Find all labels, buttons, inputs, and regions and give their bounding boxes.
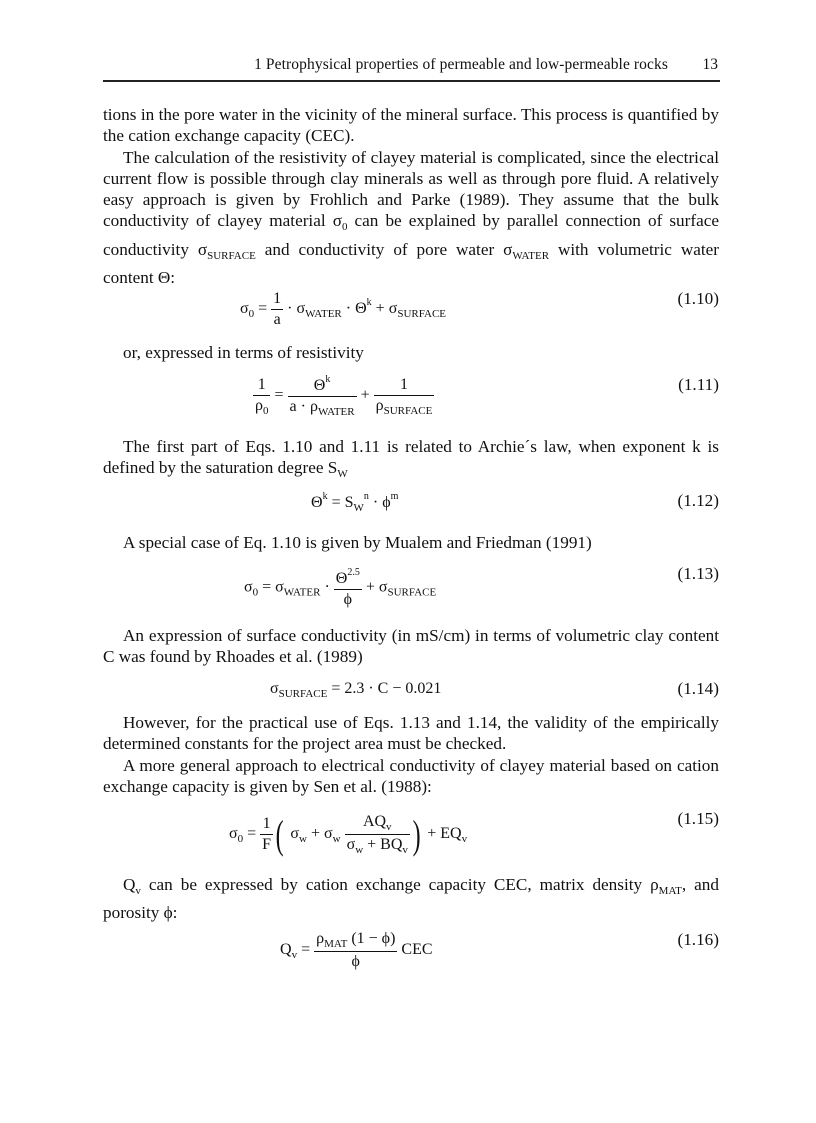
equation-number-1-15: (1.15) [677, 809, 719, 828]
paragraph-block-1 [103, 104, 719, 288]
paragraph-clayey-resistivity: The calculation of the resistivity of clayey material is complicated, since the electrical current flow is possible through clay minerals as well as through pore fluid. A relatively easy approach is given by Frohlich and Parke (1989). They assume that the bulk conductivity of clayey material $\sigma_0$ can be explained by parallel connection of surface conductivity $\sigma_{SURFACE}$ and conductivity of pore water $\sigma_{WATER}$ with volumetric water content Θ: [103, 147, 719, 288]
paragraph-rhoades: An expression of surface conductivity (in mS/cm) in terms of volumetric clay content C was found by Rhoades et al. (1989) [103, 626, 719, 667]
equation-1-14: $\sigma_{SURFACE} = 2.3 \cdot C - 0.021$ [270, 680, 442, 700]
paragraph-block-practical [103, 712, 719, 797]
equation-1-13: $\sigma_0 = \sigma_{WATER}$ · $\frac{\Theta^{2.5}}{\phi}$ + $\sigma_{SURFACE}$ [244, 567, 437, 608]
equation-1-16: $Q_v$ = $\frac{\rho_{MAT} (1 - \phi)}{\phi}$ CEC [280, 930, 433, 970]
equation-number-1-16: (1.16) [677, 930, 719, 949]
equation-number-1-10: (1.10) [677, 289, 719, 308]
equation-number-1-13: (1.13) [677, 564, 719, 583]
equation-number-1-12: (1.12) [677, 491, 719, 510]
paragraph-mualem: A special case of Eq. 1.10 is given by Mualem and Friedman (1991) [123, 533, 592, 552]
running-title: 1 Petrophysical properties of permeable and low-permeable rocks [254, 56, 668, 73]
paragraph-archie: The first part of Eqs. 1.10 and 1.11 is related to Archie´s law, when exponent k is defined by the saturation degree $S_W$ [103, 437, 719, 481]
equation-number-1-11: (1.11) [678, 375, 719, 394]
page-number: 13 [702, 56, 718, 73]
paragraph-practical: However, for the practical use of Eqs. 1.13 and 1.14, the validity of the empirically determined constants for the project area must be checked. [103, 713, 719, 754]
paragraph-qv: $Q_v$ can be expressed by cation exchange capacity CEC, matrix density $\rho_{MAT}$, and porosity ϕ: [103, 875, 719, 923]
equation-number-1-14: (1.14) [677, 679, 719, 698]
equation-1-15: $\sigma_0$ = $\frac{1}{F}$ ( $\sigma_w + \sigma_w$ $\frac{AQ_v}{\sigma_w + BQ_v}$ ) + $EQ_v$ [229, 812, 468, 857]
equation-1-12: $\Theta^k = S_W^n \cdot \phi^m$ [311, 491, 399, 514]
page-header [103, 54, 720, 82]
paragraph-sen: A more general approach to electrical conductivity of clayey material based on cation exchange capacity is given by Sen et al. (1988): [103, 755, 719, 796]
paragraph-cec: tions in the pore water in the vicinity of the mineral surface. This process is quantified by the cation exchange capacity (CEC). [103, 105, 719, 146]
equation-1-11: $\frac{1}{\rho_0}$ = $\frac{\Theta^k}{a \cdot \rho_{WATER}}$ + $\frac{1}{\rho_{SURFACE}}$ [255, 374, 433, 418]
paragraph-resistivity: or, expressed in terms of resistivity [123, 343, 364, 362]
equation-1-10: $\sigma_0$ = $\frac{1}{a}$ · $\sigma_{WATER} \cdot \Theta^k + \sigma_{SURFACE}$ [240, 290, 447, 328]
